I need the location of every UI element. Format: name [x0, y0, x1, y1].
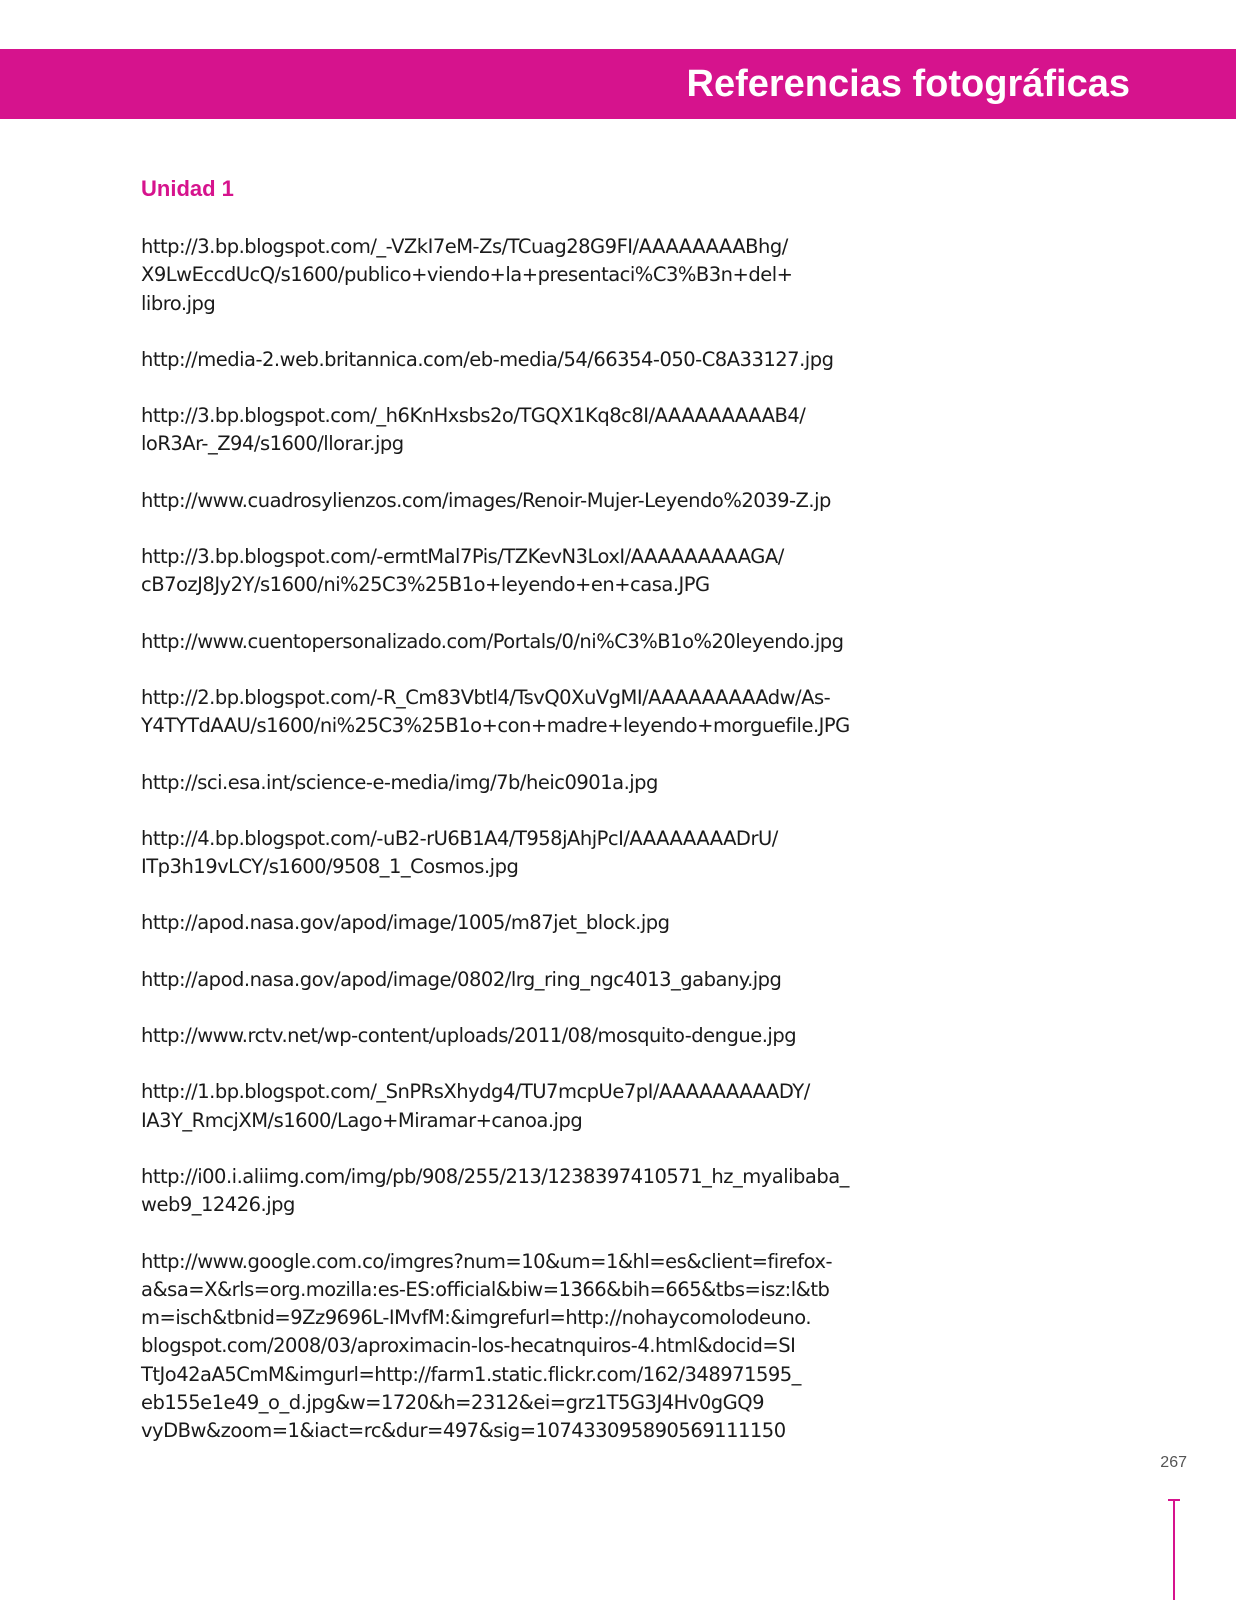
reference-item [141, 346, 876, 374]
reference-item [141, 684, 876, 741]
reference-line: http://4.bp.blogspot.com/-uB2-rU6B1A4/T958jAhjPcI/AAAAAAAADrU/ [141, 826, 778, 850]
reference-line: http://i00.i.aliimg.com/img/pb/908/255/213/1238397410571_hz_myalibaba_ [141, 1164, 849, 1188]
reference-item [141, 402, 876, 459]
reference-line: http://1.bp.blogspot.com/_SnPRsXhydg4/TU7mcpUe7pI/AAAAAAAAADY/ [141, 1080, 810, 1104]
reference-line: http://3.bp.blogspot.com/_h6KnHxsbs2o/TGQX1Kq8c8I/AAAAAAAAAB4/ [141, 404, 806, 428]
reference-line: http://sci.esa.int/science-e-media/img/7b/heic0901a.jpg [141, 770, 658, 794]
reference-line: http://apod.nasa.gov/apod/image/1005/m87jet_block.jpg [141, 911, 670, 935]
reference-line: m=isch&tbnid=9Zz9696L-IMvfM:&imgrefurl=http://nohaycomolodeuno. [141, 1306, 812, 1330]
reference-item [141, 825, 876, 882]
reference-line: Y4TYTdAAU/s1600/ni%25C3%25B1o+con+madre+leyendo+morguefile.JPG [141, 714, 850, 738]
reference-line: http://3.bp.blogspot.com/_-VZkI7eM-Zs/TCuag28G9FI/AAAAAAAABhg/ [141, 235, 788, 258]
reference-item [141, 233, 876, 318]
reference-line: http://media-2.web.britannica.com/eb-media/54/66354-050-C8A33127.jpg [141, 347, 834, 371]
reference-line: IA3Y_RmcjXM/s1600/Lago+Miramar+canoa.jpg [141, 1108, 583, 1132]
page-title: Referencias fotográficas [686, 63, 1130, 105]
reference-line: http://www.rctv.net/wp-content/uploads/2011/08/mosquito-dengue.jpg [141, 1024, 797, 1048]
reference-item [141, 1022, 876, 1050]
reference-line: http://www.cuentopersonalizado.com/Portals/0/ni%C3%B1o%20leyendo.jpg [141, 629, 844, 653]
reference-item [141, 769, 876, 797]
reference-item [141, 1248, 876, 1446]
reference-line: vyDBw&zoom=1&iact=rc&dur=497&sig=107433095890569111150 [141, 1419, 786, 1443]
reference-line: http://apod.nasa.gov/apod/image/0802/lrg_ring_ngc4013_gabany.jpg [141, 967, 782, 991]
margin-rule [1173, 1500, 1175, 1600]
reference-line: eb155e1e49_o_d.jpg&w=1720&h=2312&ei=grz1T5G3J4Hv0gGQ9 [141, 1391, 764, 1415]
reference-line: cB7ozJ8Jy2Y/s1600/ni%25C3%25B1o+leyendo+en+casa.JPG [141, 573, 710, 597]
header-band [0, 49, 1236, 119]
reference-item [141, 1163, 876, 1220]
reference-line: http://www.google.com.co/imgres?num=10&um=1&hl=es&client=firefox- [141, 1249, 833, 1273]
reference-list [141, 233, 876, 1474]
page-number: 267 [1160, 1454, 1187, 1471]
reference-line: blogspot.com/2008/03/aproximacin-los-hecatnquiros-4.html&docid=SI [141, 1334, 796, 1358]
reference-item [141, 487, 876, 515]
reference-line: http://3.bp.blogspot.com/-ermtMal7Pis/TZKevN3LoxI/AAAAAAAAAGA/ [141, 545, 784, 569]
reference-line: web9_12426.jpg [141, 1193, 295, 1217]
reference-line: loR3Ar-_Z94/s1600/llorar.jpg [141, 432, 404, 456]
reference-item [141, 909, 876, 937]
reference-line: ITp3h19vLCY/s1600/9508_1_Cosmos.jpg [141, 855, 519, 879]
reference-line: http://www.cuadrosylienzos.com/images/Renoir-Mujer-Leyendo%2039-Z.jp [141, 488, 831, 512]
reference-item [141, 1078, 876, 1135]
reference-item [141, 628, 876, 656]
reference-item [141, 966, 876, 994]
reference-line: libro.jpg [141, 291, 216, 315]
reference-line: X9LwEccdUcQ/s1600/publico+viendo+la+presentaci%C3%B3n+del+ [141, 263, 793, 287]
reference-line: http://2.bp.blogspot.com/-R_Cm83Vbtl4/TsvQ0XuVgMI/AAAAAAAAAdw/As- [141, 685, 831, 709]
section-heading: Unidad 1 [141, 176, 234, 201]
reference-line: a&sa=X&rls=org.mozilla:es-ES:official&biw=1366&bih=665&tbs=isz:l&tb [141, 1277, 830, 1301]
reference-item [141, 543, 876, 600]
reference-line: TtJo42aA5CmM&imgurl=http://farm1.static.flickr.com/162/348971595_ [141, 1362, 801, 1386]
